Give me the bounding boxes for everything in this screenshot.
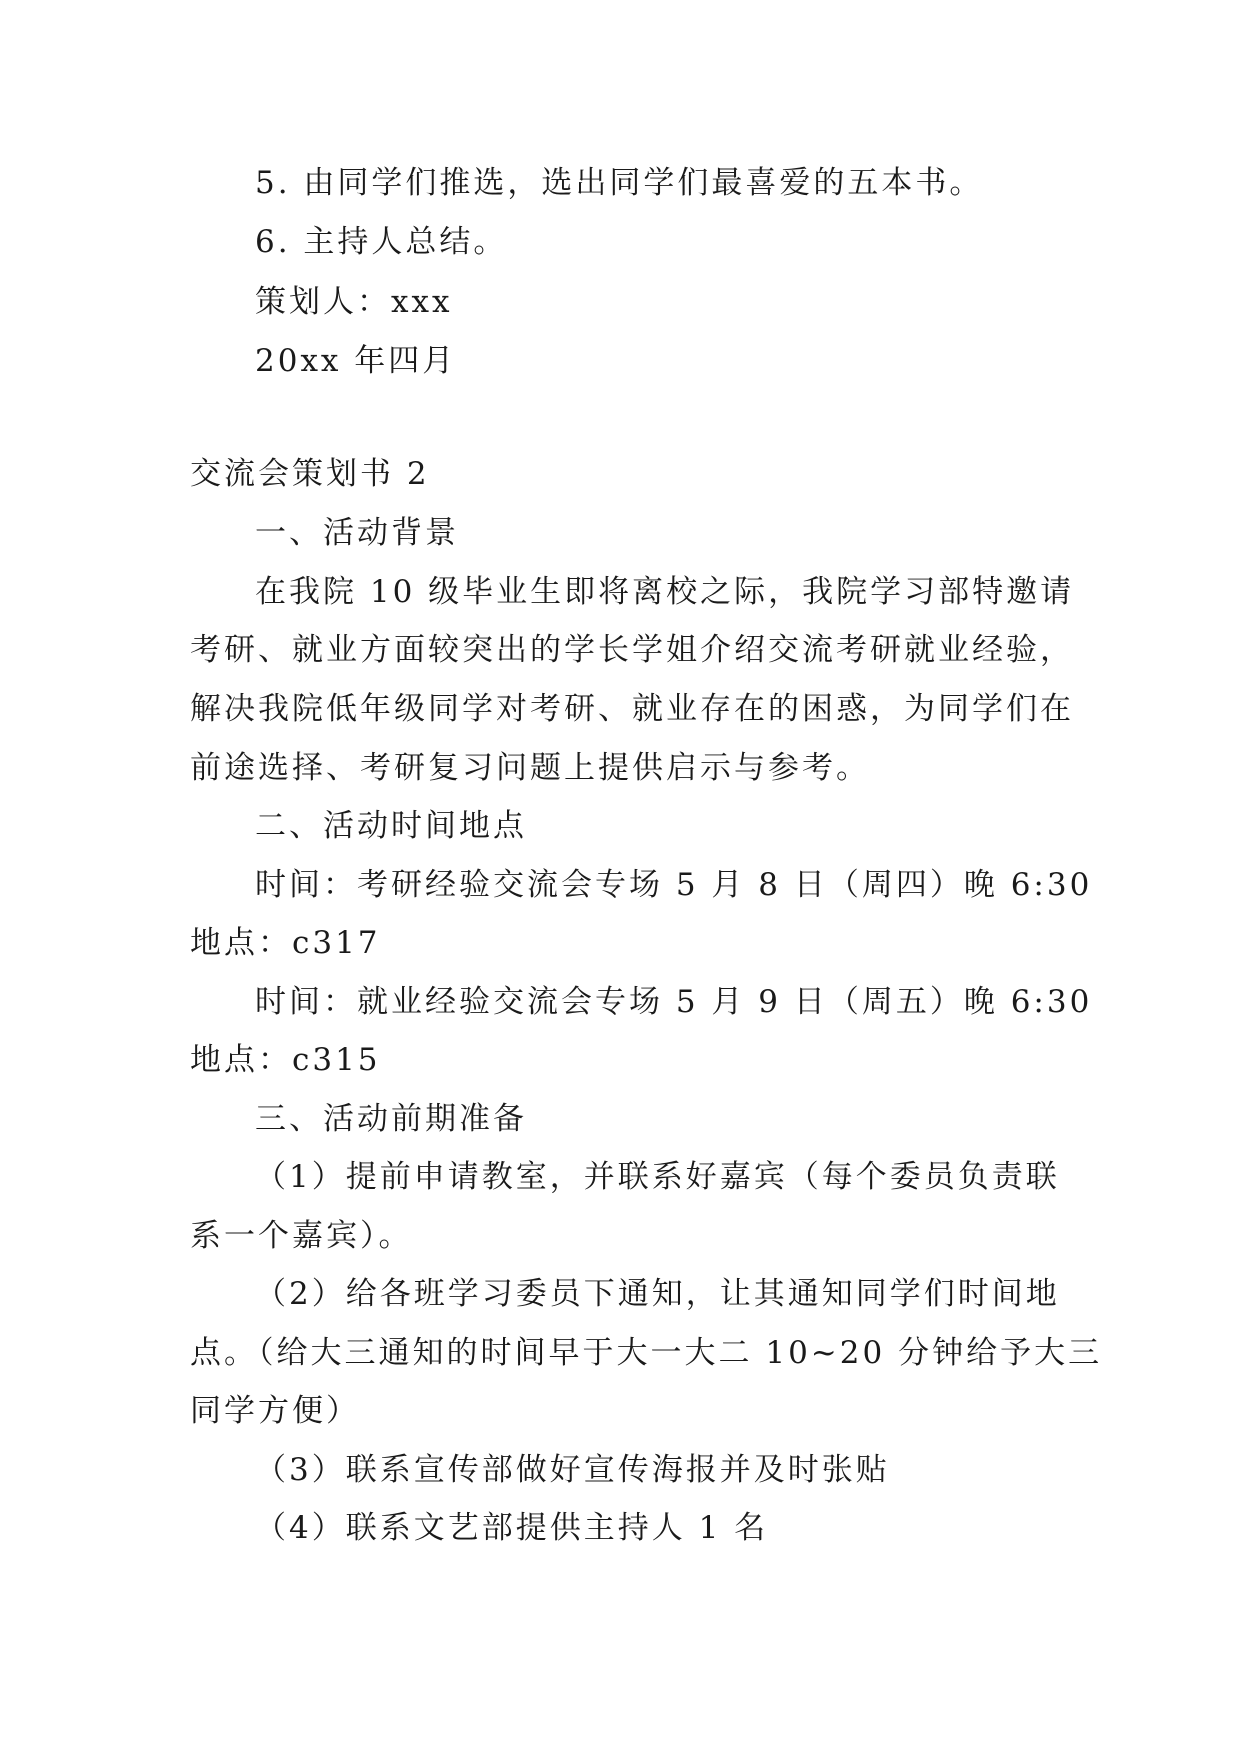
section-title: 交流会策划书 2 (190, 456, 430, 492)
prep-item-2-cont: 同学方便） (190, 1393, 360, 1429)
time-line-2: 时间：就业经验交流会专场 5 月 9 日（周五）晚 6:30 (255, 984, 1093, 1020)
prep-item-1: （1）提前申请教室，并联系好嘉宾（每个委员负责联 (255, 1159, 1060, 1195)
heading-time-place: 二、活动时间地点 (255, 808, 527, 844)
prep-item-3: （3）联系宣传部做好宣传海报并及时张贴 (255, 1452, 890, 1488)
list-item-6: 6. 主持人总结。 (255, 224, 508, 260)
list-item-5: 5. 由同学们推选，选出同学们最喜爱的五本书。 (255, 165, 984, 201)
place-line-1: 地点：c317 (190, 925, 381, 961)
paragraph-line: 在我院 10 级毕业生即将离校之际，我院学习部特邀请 (255, 574, 1075, 610)
prep-item-4: （4）联系文艺部提供主持人 1 名 (255, 1510, 769, 1546)
heading-preparation: 三、活动前期准备 (255, 1101, 527, 1137)
time-line-1: 时间：考研经验交流会专场 5 月 8 日（周四）晚 6:30 (255, 867, 1093, 903)
prep-item-1-cont: 系一个嘉宾）。 (190, 1218, 413, 1254)
paragraph-line: 前途选择、考研复习问题上提供启示与参考。 (190, 750, 870, 786)
date-line: 20xx 年四月 (255, 343, 457, 379)
paragraph-line: 解决我院低年级同学对考研、就业存在的困惑，为同学们在 (190, 691, 1074, 727)
paragraph-line: 考研、就业方面较突出的学长学姐介绍交流考研就业经验， (190, 632, 1074, 668)
prep-item-2: （2）给各班学习委员下通知，让其通知同学们时间地 (255, 1276, 1060, 1312)
heading-background: 一、活动背景 (255, 515, 459, 551)
planner-line: 策划人：xxx (255, 284, 453, 320)
prep-item-2-cont: 点。（给大三通知的时间早于大一大二 10~20 分钟给予大三 (190, 1335, 1103, 1371)
place-line-2: 地点：c315 (190, 1042, 381, 1078)
